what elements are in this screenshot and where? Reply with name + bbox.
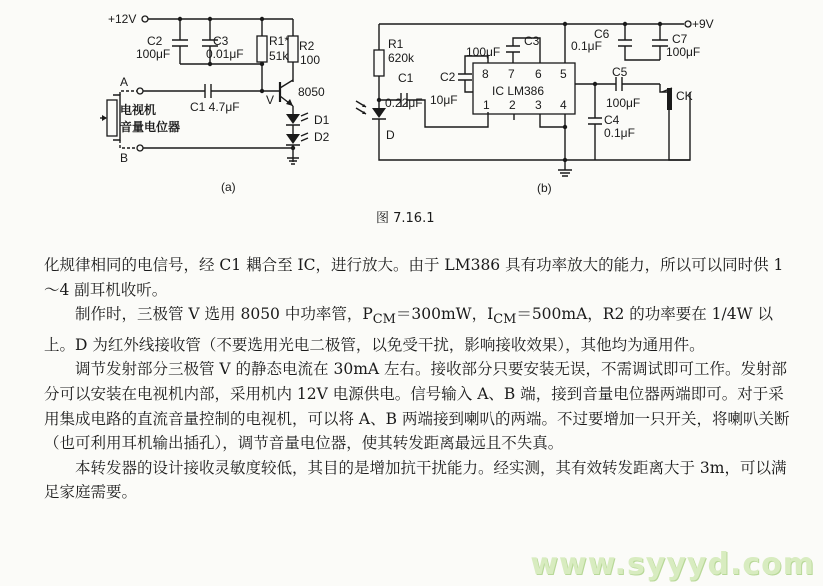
a-sublabel: (a) [221, 180, 236, 194]
paragraph: 制作时，三极管 V 选用 8050 中功率管，$P_{CM}=300mW$，$I_{CM}=500mA$，R2 的功率要在 1/4W 以上。D 为红外线接收管（不要选用光电二极管，以免受干扰，影响接收效果），其他均为通用件。 [44, 305, 773, 354]
b-c5-label: C5 [612, 65, 628, 79]
b-ck-label: CK [676, 89, 693, 103]
b-c2-label: C2 [440, 70, 456, 84]
b-c5-value: 100μF [606, 96, 641, 110]
b-r1-label: R1 [388, 37, 404, 51]
a-d1-label: D1 [314, 113, 330, 127]
a-node-b: B [120, 151, 129, 165]
paragraph: 化规律相同的电信号，经 C1 耦合至 IC，进行放大。由于 LM386 具有功率放大的能力，所以可以同时供 1～4 副耳机收听。 [44, 256, 784, 299]
a-c3-value: 0.01μF [206, 47, 244, 61]
b-ic-label: IC LM386 [492, 84, 545, 98]
paragraph: 调节发射部分三极管 V 的静态电流在 30mA 左右。接收部分只要安装无误，不需调试即可工作。发射部分可以安装在电视机内部，采用机内 12V 电源供电。信号输入 A、B 端，接到音量电位器两端即可。对于采用集成电路的直流音量控制的电视机，可以将 A、B 两端接到喇叭的两端。不过要增加一只开关，将喇叭关断（也可利用耳机输出插孔），调节音量电位器，使其转发距离最远且不失真。 [44, 360, 790, 453]
circuit-a [100, 12, 330, 194]
a-r2-label: R2 [299, 39, 315, 53]
a-v-label: V [266, 93, 275, 107]
a-d2-label: D2 [314, 130, 330, 144]
b-pin-5: 5 [560, 67, 567, 81]
b-c7-label: C7 [672, 32, 688, 46]
a-r1-label: R1* [269, 34, 290, 48]
b-r1-value: 620k [388, 51, 415, 65]
b-c2-value: 10μF [430, 93, 458, 107]
a-vcc-label: +12V [108, 12, 137, 26]
b-c3-value: 100μF [466, 45, 501, 59]
b-pin-1: 1 [483, 98, 490, 112]
a-pot-label-2: 音量电位器 [120, 120, 181, 134]
b-pin-7: 7 [508, 67, 515, 81]
a-c1-label: C1 4.7μF [190, 100, 240, 114]
a-c2-value: 100μF [136, 47, 171, 61]
a-c2-label: C2 [147, 34, 163, 48]
body-text [44, 253, 794, 505]
b-c1-value: 0.22μF [385, 96, 423, 110]
a-pot-label-1: 电视机 [120, 103, 157, 117]
b-vcc-label: +9V [692, 17, 714, 31]
circuit-figure [0, 0, 823, 240]
circuit-schematics [0, 0, 823, 240]
b-d-label: D [386, 128, 395, 142]
b-pin-8: 8 [482, 67, 489, 81]
a-r2-value: 100 [300, 53, 321, 67]
b-c4-label: C4 [604, 113, 620, 127]
watermark: www.syyyd.com [530, 547, 815, 582]
a-node-a: A [120, 75, 129, 89]
b-c1-label: C1 [398, 71, 414, 85]
b-pin-2: 2 [509, 98, 516, 112]
b-pin-4: 4 [560, 98, 567, 112]
paragraph: 本转发器的设计接收灵敏度较低，其目的是增加抗干扰能力。经实测，其有效转发距离大于 3m，可以满足家庭需要。 [44, 458, 787, 502]
a-transistor-label: 8050 [298, 85, 325, 99]
a-c3-label: C3 [213, 34, 229, 48]
figure-caption: 图 7.16.1 [376, 211, 435, 226]
b-c7-value: 100μF [666, 45, 701, 59]
b-c6-label: C6 [594, 27, 610, 41]
b-pin-3: 3 [535, 98, 542, 112]
b-pin-6: 6 [535, 67, 542, 81]
b-sublabel: (b) [537, 181, 552, 195]
circuit-b [356, 17, 714, 195]
b-c4-value: 0.1μF [604, 126, 635, 140]
b-c6-value: 0.1μF [571, 39, 602, 53]
a-r1-value: 51k [269, 49, 289, 63]
b-c3-label: C3 [524, 34, 540, 48]
